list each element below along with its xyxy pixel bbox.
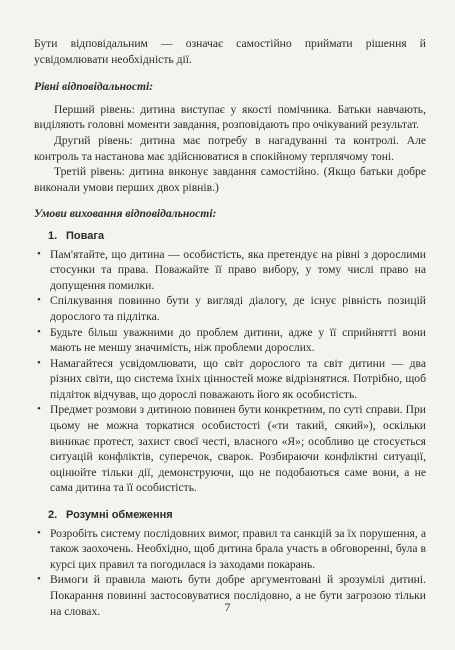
page-number: 7 <box>224 600 231 614</box>
list-item-text: Будьте більш уважними до проблем дитини, адже у її сприйнятті вони мають не меншу значимість, ніж проблеми дорослих. <box>50 325 426 355</box>
levels-heading: Рівні відповідальності: <box>34 80 154 94</box>
section-title: Повага <box>66 229 105 242</box>
bullet-icon: • <box>37 294 41 307</box>
section-limits-title <box>34 508 426 524</box>
section-respect-title <box>34 229 426 245</box>
list-item <box>37 293 426 324</box>
conditions-heading: Умови виховання відповідальності: <box>34 207 217 221</box>
section-number: 1. <box>48 229 58 242</box>
level-2-paragraph: Другий рівень: дитина має потребу в нагадуванні та контролі. Але контроль та настанова має здійснюватися в спокійному терплячому тоні. <box>34 133 426 163</box>
bullet-icon: • <box>37 247 41 260</box>
list-item <box>37 325 426 356</box>
list-item-text: Пам'ятайте, що дитина — особистість, яка претендує на рівні з дорослими стосунки та права. Поважайте її право вибору, у тому числі право на допущення помилки. <box>50 247 426 292</box>
intro-paragraph: Бути відповідальним — означає самостійно приймати рішення й усвідомлювати необхідність дії. <box>34 37 426 66</box>
section-title: Розумні обмеження <box>66 509 173 522</box>
bullet-icon: • <box>37 573 41 586</box>
bullet-icon: • <box>37 403 41 416</box>
list-item-text: Предмет розмови з дитиною повинен бути конкретним, по суті справи. При цьому не можна торкатися особистості («ти такий, сякий»), оскільки виникає протест, захист своєї честі, власного «Я»; особливо це стосується ситуацій конфліктів, суперечок, сварок. Розбираючи конфліктні ситуації, оцінюйте тільки дії, демонструючи, що не подобаються саме вони, а не сама дитина та її особистість. <box>50 403 426 495</box>
bullet-icon: • <box>37 356 41 369</box>
list-item <box>37 402 426 496</box>
section-number: 2. <box>48 509 58 522</box>
list-item <box>37 356 426 403</box>
list-item-text: Вимоги й правила мають бути добре аргументовані й зрозумілі дитині. Покарання повинні застосовуватися послідовно, а не бути загрозою тільки на словах. <box>50 573 426 618</box>
bullet-icon: • <box>37 325 41 338</box>
page-body <box>34 36 426 619</box>
list-item-text: Розробіть систему послідовних вимог, правил та санкцій за їх порушення, а також заохочень. Необхідно, щоб дитина брала участь в обговоренні, була в курсі цих правил та погодилася із заходами покарань. <box>50 526 426 571</box>
bullet-icon: • <box>37 526 41 539</box>
list-item <box>37 526 426 573</box>
level-1-paragraph: Перший рівень: дитина виступає у якості помічника. Батьки навчають, виділяють головні моменти завдання, розповідають про очікуваний результат. <box>34 102 426 132</box>
level-3-paragraph: Третій рівень: дитина виконує завдання самостійно. (Якщо батьки добре виконали умови перших двох рівнів.) <box>34 165 426 194</box>
list-item <box>37 247 426 294</box>
list-item-text: Спілкування повинно бути у вигляді діалогу, де існує рівність позицій дорослого та підлітка. <box>50 294 426 323</box>
list-item-text: Намагайтеся усвідомлювати, що світ дорослого та світ дитини — два різних світи, що система їхніх цінностей може відрізнятися. Потрібно, щоб підліток відчував, що дорослі поважають його як особистість. <box>50 356 426 401</box>
respect-bullet-list <box>34 247 426 497</box>
